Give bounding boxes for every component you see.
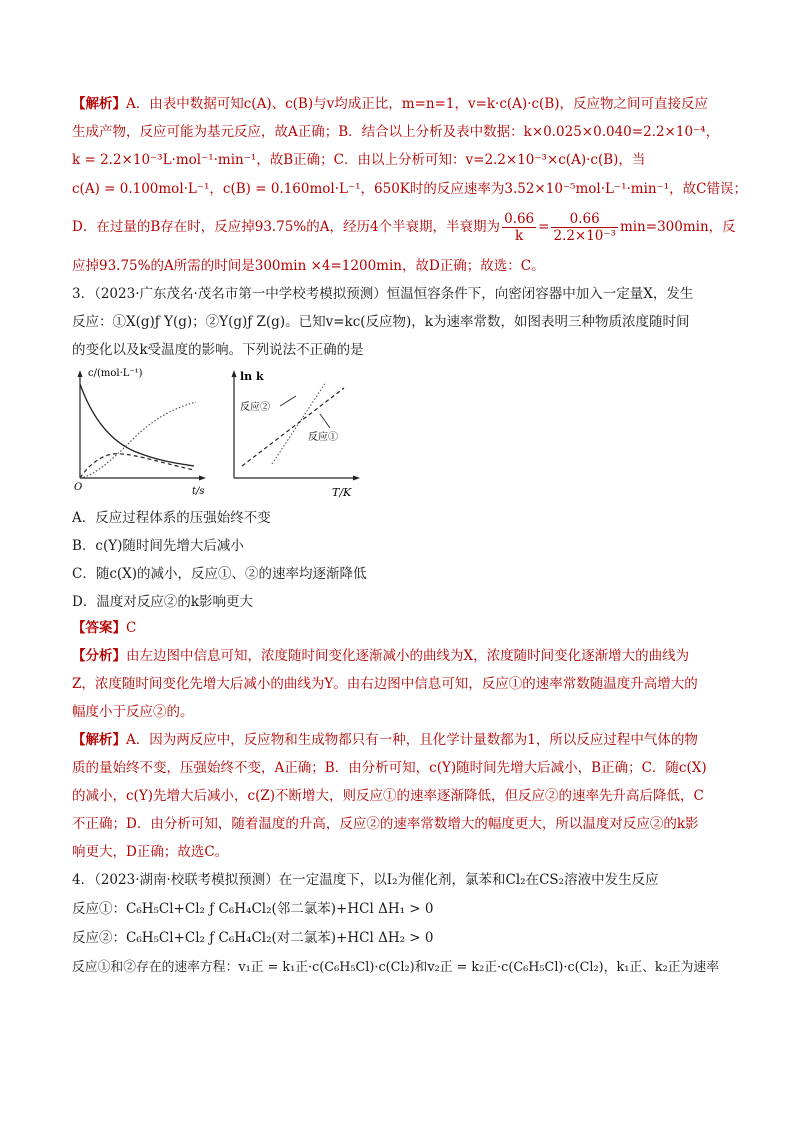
q4-stem-line-1: 4．（2023·湖南·校联考模拟预测）在一定温度下，以I₂为催化剂，氯苯和Cl₂在CS₂溶液中发生反应 — [72, 872, 659, 888]
fig1-y-arrow — [78, 370, 83, 377]
fig1-y-label: c/(mol·L⁻¹) — [88, 368, 143, 379]
q3-option-c: C．随c(X)的减小，反应①、②的速率均逐渐降低 — [72, 566, 367, 582]
line-reaction-1 — [242, 388, 344, 466]
analysis-line-6: 应掉93.75%的A所需的时间是300min ×4=1200min，故D正确；故选：C。 — [72, 258, 545, 274]
q3-stem-line-1: 3．（2023·广东茂名·茂名市第一中学校考模拟预测）恒温恒容条件下，向密闭容器中加入一定量X，发生 — [72, 286, 694, 302]
q4-reaction-2: 反应②：C₆H₅Cl+Cl₂ ƒ C₆H₄Cl₂(对二氯苯)+HCl ΔH₂ > 0 — [72, 930, 434, 946]
fig2-label-reaction-1: 反应① — [308, 432, 338, 443]
q3-option-a: A．反应过程体系的压强始终不变 — [72, 510, 271, 526]
analysis-line-5: D．在过量的B存在时，反应掉93.75%的A，经历4个半衰期，半衰期为 $\frac{0.66}{k}$ = $\frac{0.66}{\text{2.2×10⁻³}}$ min=300min，反 — [72, 211, 736, 244]
analysis-tag: 【分析】 — [72, 648, 126, 664]
q3-explanation-line-3: 的减小，c(Y)先增大后减小，c(Z)不断增大，则反应①的速率逐渐降低，但反应②的速率先升高后降低，C — [72, 788, 704, 804]
fig2-y-arrow — [232, 370, 237, 377]
fraction-half-life-value: $\frac{0.66}{\text{2.2×10⁻³}}$ — [553, 211, 616, 244]
q3-option-b: B．c(Y)随时间先增大后减小 — [72, 538, 244, 554]
fig1-origin: O — [74, 482, 83, 493]
q3-analysis-line-3: 幅度小于反应②的。 — [72, 704, 194, 720]
q3-explanation-line-1: 【解析】A．因为两反应中，反应物和生成物都只有一种，且化学计量数都为1，所以反应过程中气体的物 — [72, 732, 698, 748]
q3-explanation-line-5: 响更大，D正确；故选C。 — [72, 844, 229, 860]
curve-z — [80, 402, 196, 478]
q4-rate-equation: 反应①和②存在的速率方程：v₁正 = k₁正·c(C₆H₅Cl)·c(Cl₂)和v₂正 = k₂正·c(C₆H₅Cl)·c(Cl₂)，k₁正、k₂正为速率 — [72, 960, 719, 975]
fig2-x-arrow — [353, 476, 360, 481]
curve-y — [80, 454, 194, 478]
fig2-label-reaction-2: 反应② — [240, 402, 270, 413]
curve-x — [80, 384, 194, 466]
analysis-line-3: k = 2.2×10⁻³L·mol⁻¹·min⁻¹，故B正确；C．由以上分析可知：v=2.2×10⁻³×c(A)·c(B)，当 — [72, 152, 646, 168]
fig2-pointer-1 — [320, 414, 330, 428]
concentration-time-figure — [74, 368, 216, 503]
analysis-tag: 【解析】 — [72, 96, 126, 112]
answer-tag: 【答案】 — [72, 620, 126, 636]
fig1-x-label: t/s — [192, 486, 205, 497]
fig1-x-arrow — [199, 476, 206, 481]
q3-explanation-line-4: 不正确；D．由分析可知，随着温度的升高，反应②的速率常数增大的幅度更大，所以温度对反应②的k影 — [72, 816, 699, 832]
lnk-temperature-figure — [224, 368, 370, 503]
fraction-half-life: $\frac{0.66}{k}$ — [504, 211, 535, 244]
q3-explanation-line-2: 质的量始终不变，压强始终不变，A正确；B．由分析可知，c(Y)随时间先增大后减小，B正确；C．随c(X) — [72, 760, 707, 776]
explanation-tag: 【解析】 — [72, 732, 126, 748]
q3-stem-line-3: 的变化以及k受温度的影响。下列说法不正确的是 — [72, 342, 364, 358]
q3-analysis-line-1: 【分析】由左边图中信息可知，浓度随时间变化逐渐减小的曲线为X，浓度随时间变化逐渐增大的曲线为 — [72, 648, 690, 664]
fig2-pointer-2 — [280, 396, 296, 406]
fig2-y-label: ln k — [240, 370, 264, 383]
analysis-line-4: c(A) = 0.100mol·L⁻¹，c(B) = 0.160mol·L⁻¹，650K时的反应速率为3.52×10⁻⁵mol·L⁻¹·min⁻¹，故C错误； — [72, 181, 747, 197]
analysis-line-2: 生成产物，反应可能为基元反应，故A正确；B．结合以上分析及表中数据：k×0.025×0.040=2.2×10⁻⁴， — [72, 124, 720, 140]
q3-analysis-line-2: Z，浓度随时间变化先增大后减小的曲线为Y。由右边图中信息可知，反应①的速率常数随温度升高增大的 — [72, 676, 698, 692]
q3-stem-line-2: 反应：①X(g)ƒ Y(g)；②Y(g)ƒ Z(g)。已知v=kc(反应物)，k为速率常数，如图表明三种物质浓度随时间 — [72, 314, 690, 330]
q4-reaction-1: 反应①：C₆H₅Cl+Cl₂ ƒ C₆H₄Cl₂(邻二氯苯)+HCl ΔH₁ > 0 — [72, 901, 434, 917]
analysis-line-1: 【解析】A．由表中数据可知c(A)、c(B)与v均成正比，m=n=1，v=k·c(A)·c(B)，反应物之间可直接反应 — [72, 96, 709, 112]
q3-answer: 【答案】C — [72, 620, 137, 636]
q3-option-d: D．温度对反应②的k影响更大 — [72, 594, 254, 610]
fig2-x-label: T/K — [332, 486, 352, 499]
